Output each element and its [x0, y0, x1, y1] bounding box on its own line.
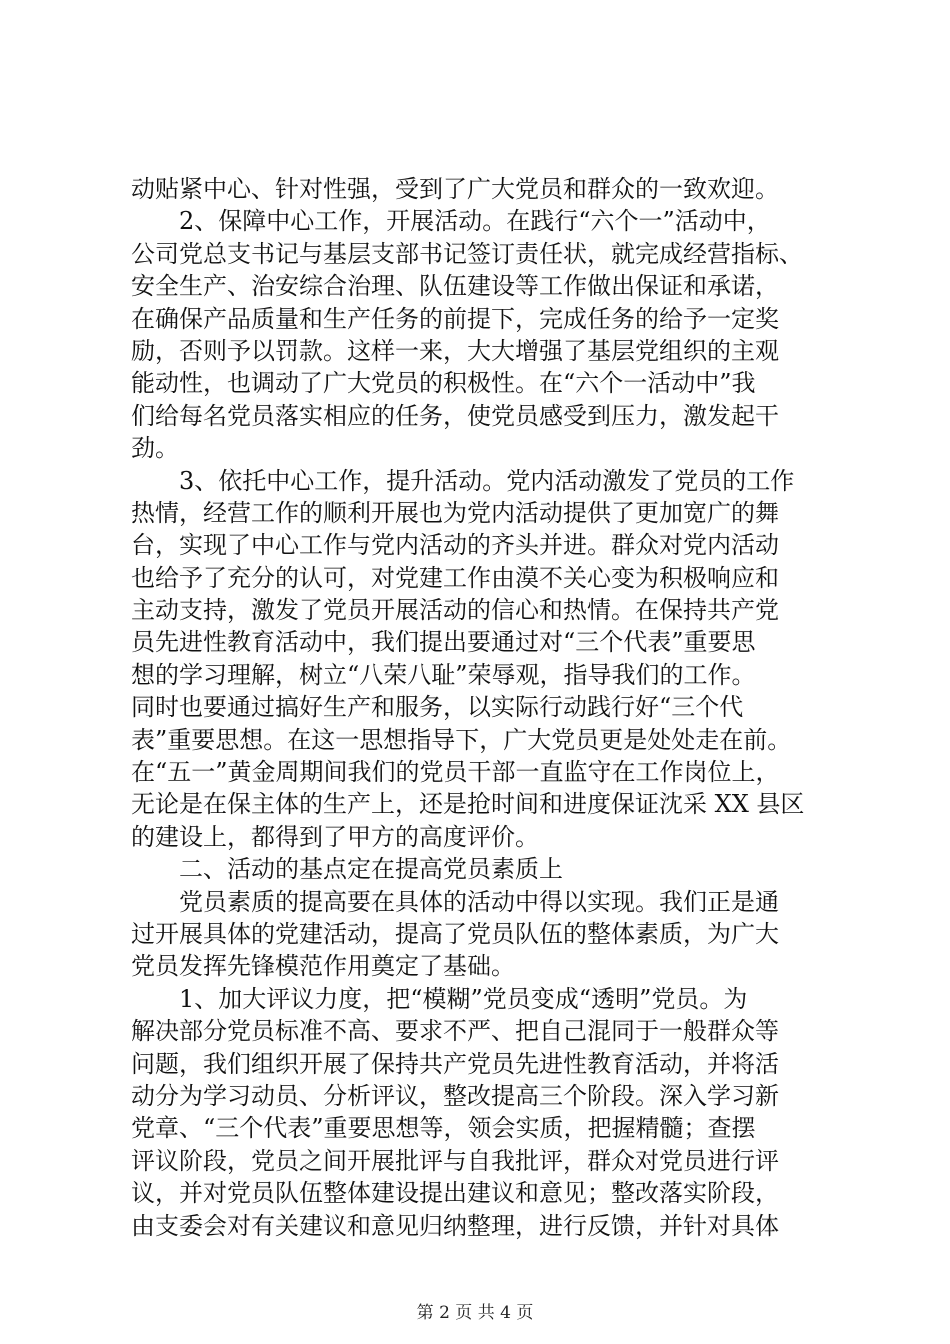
text-line: 同时也要通过搞好生产和服务，以实际行动践行好“三个代: [131, 693, 744, 722]
text-line: 党员素质的提高要在具体的活动中得以实现。我们正是通: [131, 887, 779, 916]
text-line: 安全生产、治安综合治理、队伍建设等工作做出保证和承诺，: [131, 272, 779, 301]
text-line: 过开展具体的党建活动，提高了党员队伍的整体素质，为广大: [131, 919, 779, 948]
text-line: 动分为学习动员、分析评议，整改提高三个阶段。深入学习新: [131, 1081, 779, 1110]
text-line: 2、保障中心工作，开展活动。在践行“六个一”活动中，: [131, 207, 771, 236]
text-line: 解决部分党员标准不高、要求不严、把自己混同于一般群众等: [131, 1017, 779, 1046]
text-line: 想的学习理解，树立“八荣八耻”荣辱观，指导我们的工作。: [131, 660, 756, 689]
text-line: 公司党总支书记与基层支部书记签订责任状，就完成经营指标、: [131, 239, 803, 268]
text-line: 党章、“三个代表”重要思想等，领会实质，把握精髓；查摆: [131, 1114, 756, 1143]
text-line: 在“五一”黄金周期间我们的党员干部一直监守在工作岗位上，: [131, 758, 780, 787]
text-line: 们给每名党员落实相应的任务，使党员感受到压力，激发起干: [131, 401, 779, 430]
section-heading: 二、活动的基点定在提高党员素质上: [131, 855, 563, 884]
page-number-footer: 第 2 页 共 4 页: [416, 1303, 534, 1323]
text-line: 励，否则予以罚款。这样一来，大大增强了基层党组织的主观: [131, 336, 779, 365]
text-line: 问题，我们组织开展了保持共产党员先进性教育活动，并将活: [131, 1049, 779, 1078]
text-line: 主动支持，激发了党员开展活动的信心和热情。在保持共产党: [131, 596, 779, 625]
text-line: 表”重要思想。在这一思想指导下，广大党员更是处处走在前。: [131, 725, 792, 754]
text-line: 1、加大评议力度，把“模糊”党员变成“透明”党员。为: [131, 984, 748, 1013]
text-line: 在确保产品质量和生产任务的前提下，完成任务的给予一定奖: [131, 304, 779, 333]
text-line: 员先进性教育活动中，我们提出要通过对“三个代表”重要思: [131, 628, 756, 657]
text-line: 动贴紧中心、针对性强，受到了广大党员和群众的一致欢迎。: [131, 175, 779, 203]
text-line: 的建设上，都得到了甲方的高度评价。: [131, 822, 539, 851]
text-line: 由支委会对有关建议和意见归纳整理，进行反馈，并针对具体: [131, 1211, 779, 1240]
text-line: 党员发挥先锋模范作用奠定了基础。: [131, 952, 515, 981]
text-line: 无论是在保主体的生产上，还是抢时间和进度保证沈采 XX 县区: [131, 790, 805, 819]
text-line: 能动性，也调动了广大党员的积极性。在“六个一活动中”我: [131, 369, 756, 398]
text-line: 议，并对党员队伍整体建设提出建议和意见；整改落实阶段，: [131, 1179, 779, 1208]
text-line: 热情，经营工作的顺利开展也为党内活动提供了更加宽广的舞: [131, 498, 779, 527]
text-line: 台，实现了中心工作与党内活动的齐头并进。群众对党内活动: [131, 531, 779, 560]
text-line: 评议阶段，党员之间开展批评与自我批评，群众对党员进行评: [131, 1146, 779, 1175]
text-line: 也给予了充分的认可，对党建工作由漠不关心变为积极响应和: [131, 563, 779, 592]
text-line: 劲。: [131, 434, 179, 463]
body-text: [131, 173, 831, 1242]
text-line: 3、依托中心工作，提升活动。党内活动激发了党员的工作: [131, 466, 795, 495]
